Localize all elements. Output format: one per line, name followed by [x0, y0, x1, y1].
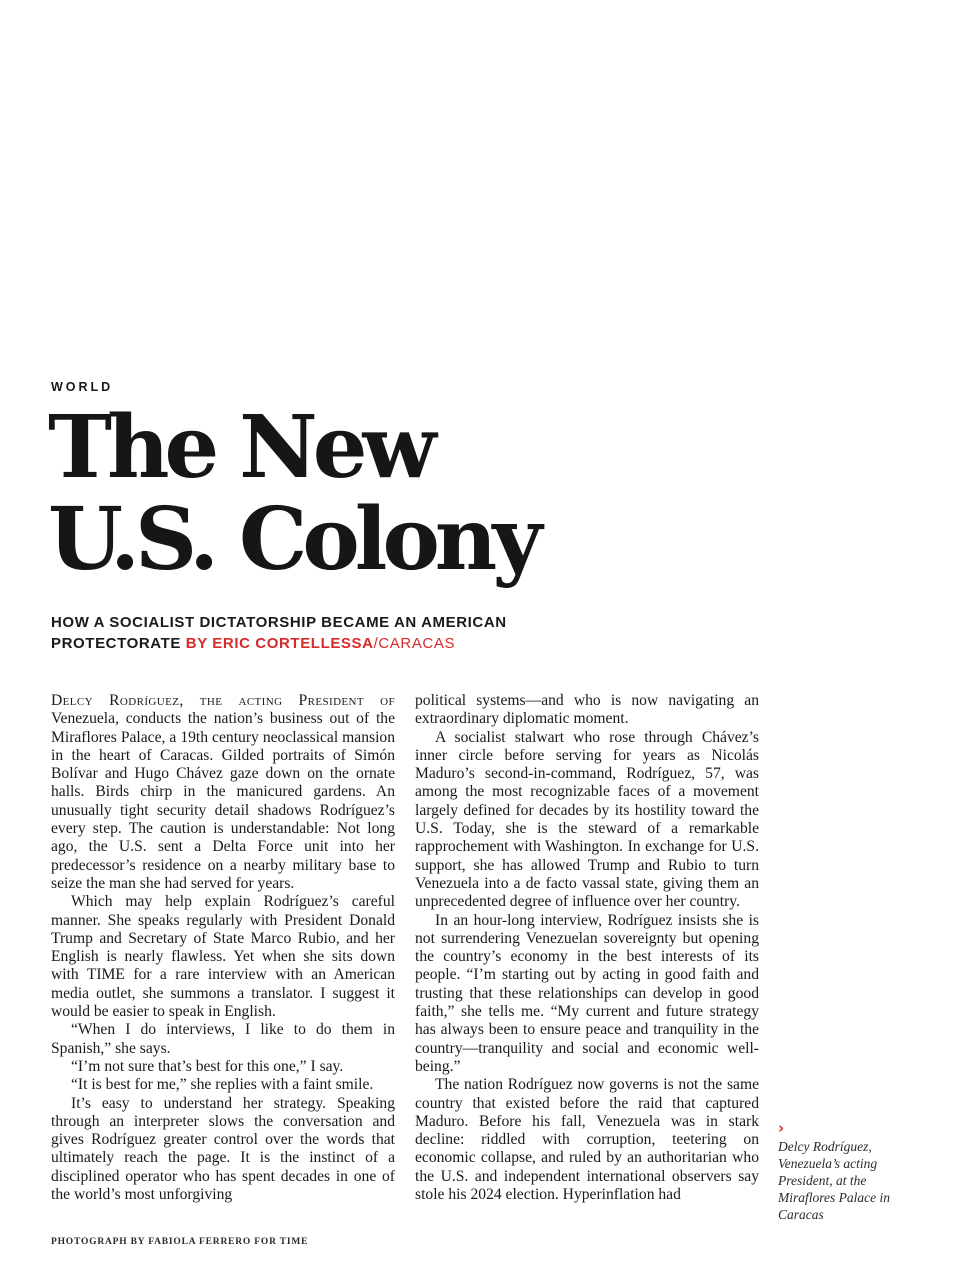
article-paragraph: A socialist stalwart who rose through Chávez’s inner circle before serving for years as Nicolás Maduro’s second-in-command, Rodríguez, 57, was among the most recognizable faces of a movement largely defined for decades by its hostility toward the U.S. Today, she is the steward of a remarkable rapprochement with Washington. In exchange for U.S. support, she has allowed Trump and Rubio to turn Venezuela into a de facto vassal state, giving them an unprecedented degree of influence over her country. [415, 728, 759, 911]
lead-in: Delcy Rodríguez, the acting President of [51, 692, 395, 709]
article-paragraph [51, 692, 395, 893]
photo-caption [778, 1120, 908, 1223]
photo-credit: PHOTOGRAPH BY FABIOLA FERRERO FOR TIME [51, 1237, 309, 1247]
headline-line-2: U.S. Colony [48, 489, 538, 590]
deck-text: HOW A SOCIALIST DICTATORSHIP BECAME AN AMERICAN PROTECTORATE [51, 614, 507, 652]
article-column-1 [51, 692, 395, 1204]
section-label: WORLD [51, 380, 114, 394]
paragraph-text: Venezuela, conducts the nation’s business out of the Miraflores Palace, a 19th century neoclassical mansion in the heart of Caracas. Gilded portraits of Simón Bolívar and Hugo Chávez gaze down on the ornate halls. Birds chirp in the manicured gardens. An unusually tight security detail shadows Rodríguez’s every step. The caution is understandable: Not long ago, the U.S. sent a Delta Force unit into her predecessor’s residence on a nearby military base to seize the man she had served for years. [51, 710, 395, 892]
deck [51, 612, 611, 654]
headline [48, 397, 668, 590]
headline-line-1: The New [48, 397, 432, 498]
article-paragraph: “It is best for me,” she replies with a faint smile. [71, 1076, 374, 1094]
article-paragraph: Which may help explain Rodríguez’s careful manner. She speaks regularly with President Donald Trump and Secretary of State Marco Rubio, and her English is nearly flawless. Yet when she sits down with TIME for a rare interview with an American media outlet, she summons a translator. I suggest it would be easier to speak in English. [51, 893, 395, 1021]
dateline: CARACAS [378, 635, 456, 652]
caption-arrow-icon: › [778, 1119, 785, 1137]
article-paragraph: It’s easy to understand her strategy. Speaking through an interpreter slows the conversation and gives Rodríguez greater control over the words that ultimately reach the page. It is the instinct of a disciplined operator who has spent decades in one of the world’s most unforgiving [51, 1094, 395, 1204]
article-column-2 [415, 692, 759, 1204]
caption-text: Delcy Rodríguez, Venezuela’s acting President, at the Miraflores Palace in Caracas [778, 1139, 890, 1222]
article-paragraph: “When I do interviews, I like to do them in Spanish,” she says. [51, 1021, 395, 1057]
article-paragraph: “I’m not sure that’s best for this one,” I say. [71, 1057, 344, 1075]
byline-separator: / [373, 635, 379, 652]
article-paragraph: The nation Rodríguez now governs is not the same country that existed before the raid that captured Maduro. Before his fall, Venezuela was in stark decline: riddled with corruption, teetering on economic collapse, and ruled by an authoritarian who the U.S. and independent international observers say stole his 2024 election. Hyperinflation had [415, 1076, 759, 1204]
article-paragraph: In an hour-long interview, Rodríguez insists she is not surrendering Venezuelan sovereignty but opening the country’s economy in the best interests of its people. “I’m starting out by acting in good faith and trusting that these relationships can develop in good faith,” she tells me. “My current and future strategy has always been to ensure peace and tranquility in the country—tranquility and social and economic well-being.” [415, 911, 759, 1075]
article-paragraph: political systems—and who is now navigating an extraordinary diplomatic moment. [415, 692, 759, 728]
byline: BY ERIC CORTELLESSA [185, 635, 374, 652]
